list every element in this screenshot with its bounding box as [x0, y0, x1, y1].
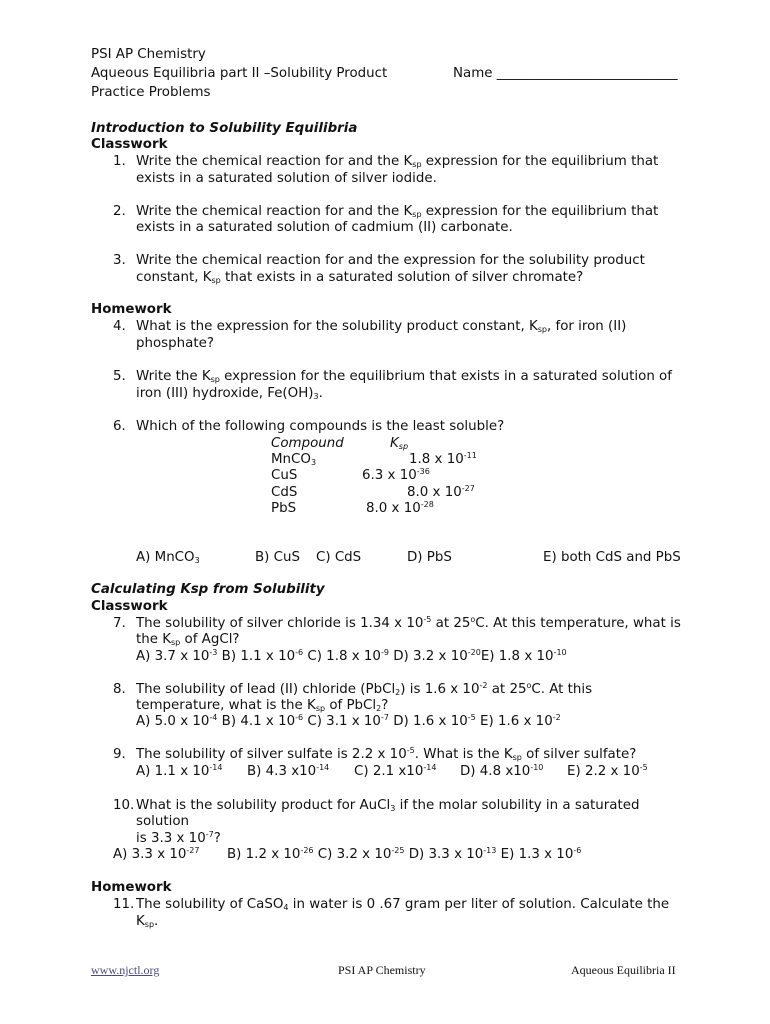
q7-number: 7.: [113, 616, 126, 631]
q4-line2: phosphate?: [136, 336, 214, 351]
q9-answer-e: E) 2.2 x $10^{-5}$: [567, 763, 648, 779]
footer-center: PSI AP Chemistry: [338, 963, 426, 977]
table-row-3-compound: CdS: [271, 485, 298, 500]
q4-number: 4.: [113, 319, 126, 334]
name-field: Name ___________________________: [453, 66, 678, 81]
q5-line2: iron (III) hydroxide, $Fe(OH)_3$.: [136, 386, 323, 401]
q9-answer-c: C) 2.1 $x10^{-14}$: [354, 763, 437, 779]
q10-line2: solution: [136, 814, 190, 829]
q9-number: 9.: [113, 747, 126, 762]
table-header-ksp: $K_{sp}$: [390, 436, 409, 451]
q9-answer-b: B) 4.3 $x10^{-14}$: [247, 763, 330, 779]
q6-choice-d: D) PbS: [407, 550, 452, 565]
section-2-title: Calculating Ksp from Solubility: [91, 582, 325, 597]
q10-line3: is 3.3 x $10^{-7}$?: [136, 830, 221, 846]
q6-choice-c: C) CdS: [316, 550, 362, 565]
homework-heading-1: Homework: [91, 302, 172, 317]
q3-number: 3.: [113, 253, 126, 268]
q8-number: 8.: [113, 682, 126, 697]
q10-number: 10.: [113, 798, 135, 813]
q11-line1: The solubility of CaSO$_4$ in water is 0 .67 gram per liter of solution. Calculate the: [136, 897, 670, 912]
q6-choice-a: A) MnCO$_3$: [136, 550, 200, 565]
unit-title: Aqueous Equilibria part II –Solubility Product: [91, 66, 388, 81]
subtitle: Practice Problems: [91, 85, 211, 100]
q9-line1: The solubility of silver sulfate is 2.2 x $10^{-5}$. What is the $K_{sp}$ of silver sulfate?: [136, 746, 637, 762]
q6-choice-e: E) both CdS and PbS: [543, 550, 681, 565]
q3-line1: Write the chemical reaction for and the expression for the solubility product: [136, 253, 645, 268]
q8-line2: temperature, what is the $K_{sp}$ of PbCl$_2$?: [136, 698, 389, 713]
section-1-title: Introduction to Solubility Equilibria: [91, 121, 358, 136]
q10-answers-rest: B) 1.2 x $10^{-26}$ C) 3.2 x $10^{-25}$ D) 3.3 x $10^{-13}$ E) 1.3 x $10^{-6}$: [227, 846, 582, 862]
q8-answers: A) 5.0 x $10^{-4}$ B) 4.1 x $10^{-6}$ C) 3.1 x $10^{-7}$ D) 1.6 x $10^{-5}$ E) 1.6 x $10^{-2}$: [136, 713, 561, 729]
footer-link[interactable]: www.njctl.org: [91, 963, 160, 977]
table-row-1-value: 1.8 x $10^{-11}$: [409, 451, 477, 467]
q1-number: 1.: [113, 154, 126, 169]
q7-answers: A) 3.7 x $10^{-3}$ B) 1.1 x $10^{-6}$ C) 1.8 x $10^{-9}$ D) 3.2 x $10^{-20}E$) 1.8 x $10^{-10}$: [136, 648, 567, 664]
table-row-4-compound: PbS: [271, 501, 297, 516]
q10-line1: What is the solubility product for AuCl$_3$ if the molar solubility in a saturated: [136, 798, 640, 813]
q2-line2: exists in a saturated solution of cadmium (II) carbonate.: [136, 220, 513, 235]
q8-line1: The solubility of lead (II) chloride (PbCl$_2$) is 1.6 x $10^{-2}$ at 25$^o$C. At this: [136, 681, 593, 697]
q6-choice-b: B) CuS: [255, 550, 301, 565]
q9-answer-a: A) 1.1 x $10^{-14}$: [136, 763, 223, 779]
classwork-heading-2: Classwork: [91, 599, 168, 614]
table-row-2-value: 6.3 x $10^{-36}$: [362, 467, 430, 483]
q7-line2: the $K_{sp}$ of AgCl?: [136, 632, 240, 647]
q1-line2: exists in a saturated solution of silver iodide.: [136, 171, 437, 186]
q3-line2: constant, $K_{sp}$ that exists in a saturated solution of silver chromate?: [136, 270, 584, 285]
footer-right: Aqueous Equilibria II: [571, 963, 676, 977]
table-header-compound: Compound: [271, 436, 344, 451]
table-row-2-compound: CuS: [271, 468, 298, 483]
q9-answer-d: D) 4.8 $x10^{-10}$: [460, 763, 544, 779]
table-row-3-value: 8.0 x $10^{-27}$: [407, 484, 475, 500]
q6-text: Which of the following compounds is the least soluble?: [136, 419, 505, 434]
table-row-4-value: 8.0 x $10^{-28}$: [366, 500, 434, 516]
q5-line1: Write the $K_{sp}$ expression for the equilibrium that exists in a saturated solution of: [136, 369, 672, 384]
classwork-heading-1: Classwork: [91, 137, 168, 152]
q4-line1: What is the expression for the solubility product constant, $K_{sp}$, for iron (II): [136, 319, 627, 334]
q11-number: 11.: [113, 897, 135, 912]
homework-heading-2: Homework: [91, 880, 172, 895]
q6-number: 6.: [113, 419, 126, 434]
q10-answers: A) 3.3 x $10^{-27}$: [113, 846, 200, 862]
course-title: PSI AP Chemistry: [91, 47, 206, 62]
table-row-1-compound: MnCO$_3$: [271, 452, 317, 467]
q7-line1: The solubility of silver chloride is 1.34 x $10^{-5}$ at 25$^o$C. At this temperature, what is: [136, 615, 681, 631]
q5-number: 5.: [113, 369, 126, 384]
q11-line2: $K_{sp}$.: [136, 914, 159, 929]
q2-number: 2.: [113, 204, 126, 219]
q2-line1: Write the chemical reaction for and the $K_{sp}$ expression for the equilibrium that: [136, 204, 659, 219]
q1-line1: Write the chemical reaction for and the $K_{sp}$ expression for the equilibrium that: [136, 154, 659, 169]
